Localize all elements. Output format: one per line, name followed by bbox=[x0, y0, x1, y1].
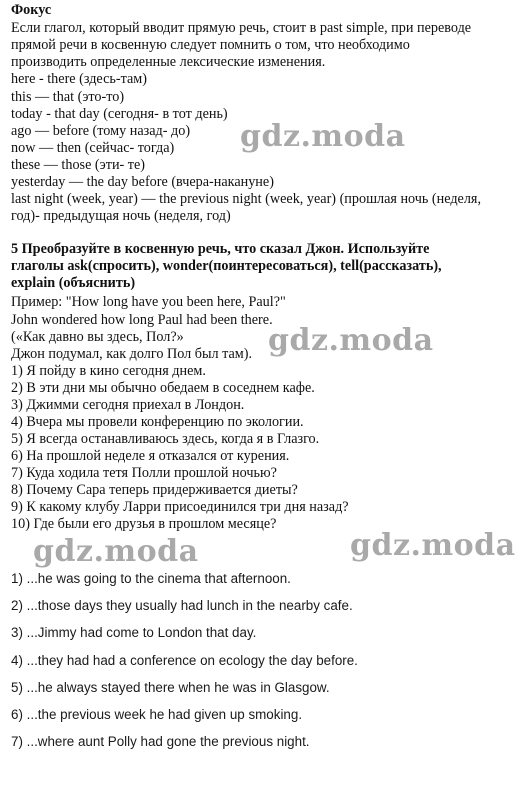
exercise-item: 4) Вчера мы провели конференцию по экологии. bbox=[11, 414, 304, 430]
answer-item: 7) ...where aunt Polly had gone the previous night. bbox=[11, 734, 310, 749]
focus-rule-last-night-cont: год)- предыдущая ночь (неделя, год) bbox=[11, 208, 231, 224]
exercise-item: 2) В эти дни мы обычно обедаем в соседнем кафе. bbox=[11, 380, 315, 396]
example-line: («Как давно вы здесь, Пол?» bbox=[11, 329, 184, 345]
answer-item: 6) ...the previous week he had given up smoking. bbox=[11, 707, 303, 722]
watermark: gdz.moda bbox=[350, 528, 516, 563]
focus-rule-these: these — those (эти- те) bbox=[11, 157, 146, 173]
focus-rule-now: now — then (сейчас- тогда) bbox=[11, 140, 175, 156]
answer-item: 2) ...those days they usually had lunch in the nearby cafe. bbox=[11, 598, 353, 613]
answer-item: 5) ...he always stayed there when he was in Glasgow. bbox=[11, 680, 330, 695]
example-line: John wondered how long Paul had been there. bbox=[11, 312, 273, 328]
focus-rule-last-night: last night (week, year) — the previous night (week, year) (прошлая ночь (неделя, bbox=[11, 191, 482, 207]
exercise-title-line: 5 Преобразуйте в косвенную речь, что сказал Джон. Используйте bbox=[11, 241, 430, 257]
exercise-item: 10) Где были его друзья в прошлом месяце? bbox=[11, 516, 277, 532]
example-line: Джон подумал, как долго Пол был там). bbox=[11, 346, 253, 362]
focus-title: Фокус bbox=[11, 2, 52, 18]
focus-rule-yesterday: yesterday — the day before (вчера-накануне) bbox=[11, 174, 274, 190]
focus-text-line: производить определенные лексические изменения. bbox=[11, 54, 326, 70]
focus-rule-this: this — that (это-то) bbox=[11, 89, 125, 105]
exercise-item: 6) На прошлой неделе я отказался от курения. bbox=[11, 448, 290, 464]
exercise-title-line: глаголы ask(спросить), wonder(поинтересоваться), tell(рассказать), bbox=[11, 258, 442, 274]
watermark: gdz.moda bbox=[268, 323, 434, 358]
answer-item: 3) ...Jimmy had come to London that day. bbox=[11, 625, 257, 640]
exercise-item: 9) К какому клубу Ларри присоединился три дня назад? bbox=[11, 499, 349, 515]
focus-rule-today: today - that day (сегодня- в тот день) bbox=[11, 106, 228, 122]
exercise-item: 5) Я всегда останавливаюсь здесь, когда я в Глазго. bbox=[11, 431, 320, 447]
exercise-item: 7) Куда ходила тетя Полли прошлой ночью? bbox=[11, 465, 277, 481]
focus-rule-here: here - there (здесь-там) bbox=[11, 71, 147, 87]
exercise-item: 3) Джимми сегодня приехал в Лондон. bbox=[11, 397, 245, 413]
answer-item: 1) ...he was going to the cinema that afternoon. bbox=[11, 571, 291, 586]
focus-text-line: Если глагол, который вводит прямую речь, стоит в past simple, при переводе bbox=[11, 20, 472, 36]
watermark: gdz.moda bbox=[33, 534, 199, 569]
exercise-item: 8) Почему Сара теперь придерживается диеты? bbox=[11, 482, 298, 498]
watermark: gdz.moda bbox=[240, 119, 406, 154]
focus-text-line: прямой речи в косвенную следует помнить о том, что необходимо bbox=[11, 37, 410, 53]
exercise-title-line: explain (объяснить) bbox=[11, 275, 136, 291]
focus-rule-ago: ago — before (тому назад- до) bbox=[11, 123, 191, 139]
answer-item: 4) ...they had had a conference on ecology the day before. bbox=[11, 653, 358, 668]
exercise-item: 1) Я пойду в кино сегодня днем. bbox=[11, 363, 206, 379]
example-line: Пример: "How long have you been here, Paul?" bbox=[11, 294, 286, 310]
